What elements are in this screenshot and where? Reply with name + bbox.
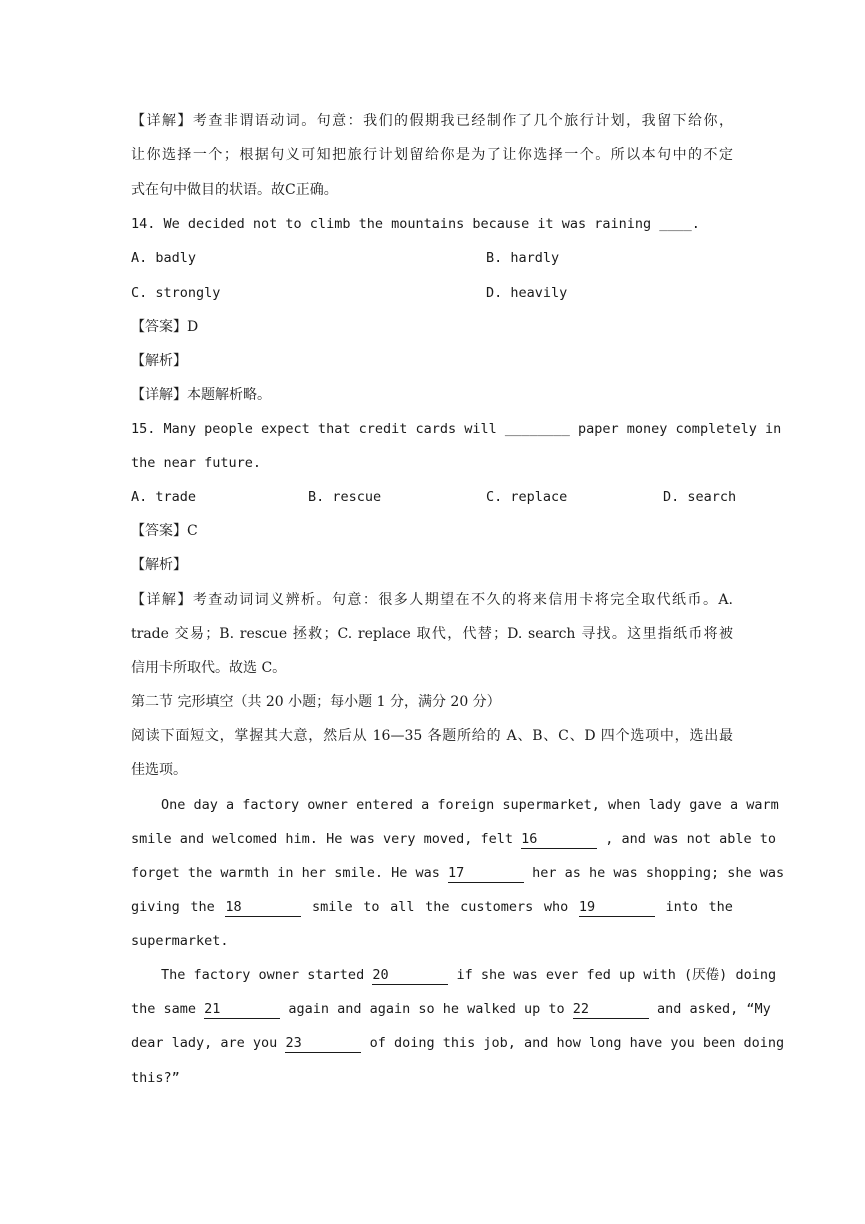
- blank-23[interactable]: 23: [285, 1035, 361, 1053]
- passage-text: of doing this job, and how long have you been doing: [369, 1035, 785, 1051]
- passage-text: and asked, “My: [656, 1001, 771, 1017]
- q13-detail-line-2: 让你选择一个；根据句义可知把旅行计划留给你是为了让你选择一个。所以本句中的不定: [131, 147, 733, 163]
- q15-stem-line-1: 15. Many people expect that credit cards will ________ paper money completely in: [131, 421, 782, 437]
- section-title: 第二节 完形填空（共 20 小题；每小题 1 分，满分 20 分）: [131, 694, 501, 710]
- passage-p1-line-3: [131, 863, 785, 883]
- passage-text: smile and welcomed him. He was very moved, felt: [131, 831, 514, 847]
- passage-p1-line-2: [131, 829, 776, 849]
- passage-text: smile to all the customers who: [311, 899, 569, 915]
- blank-16[interactable]: 16: [521, 831, 597, 849]
- passage-p2-line-3: [131, 1033, 785, 1053]
- passage-text: again and again so he walked up to: [288, 1001, 565, 1017]
- blank-17[interactable]: 17: [448, 865, 524, 883]
- q14-stem: 14. We decided not to climb the mountains because it was raining ____.: [131, 216, 700, 232]
- passage-text: into the: [665, 899, 733, 915]
- blank-22[interactable]: 22: [573, 1001, 649, 1019]
- q15-option-c: C. replace: [486, 489, 568, 505]
- passage-text: her as he was shopping; she was: [532, 865, 785, 881]
- passage-text: the same: [131, 1001, 197, 1017]
- q15-option-a: A. trade: [131, 489, 197, 505]
- q15-option-d: D. search: [663, 489, 737, 505]
- passage-p1-line-4: [131, 897, 733, 917]
- q14-detail: 【详解】本题解析略。: [131, 387, 271, 403]
- q15-option-b: B. rescue: [308, 489, 382, 505]
- q14-option-b: B. hardly: [486, 250, 560, 266]
- passage-p2-line-4: this?”: [131, 1070, 180, 1086]
- section-instruction-line-1: 阅读下面短文，掌握其大意，然后从 16—35 各题所给的 A、B、C、D 四个选项中，选出最: [131, 728, 733, 744]
- q14-option-c: C. strongly: [131, 285, 221, 301]
- q15-analysis-title: 【解析】: [131, 557, 187, 573]
- passage-p2-line-2: [131, 999, 771, 1019]
- passage-text: giving the: [131, 899, 215, 915]
- section-instruction-line-2: 佳选项。: [131, 762, 187, 778]
- q14-option-d: D. heavily: [486, 285, 568, 301]
- passage-p1-line-5: supermarket.: [131, 933, 229, 949]
- passage-text: , and was not able to: [605, 831, 776, 847]
- passage-p2-line-1: [161, 965, 777, 985]
- q15-stem-line-2: the near future.: [131, 455, 262, 471]
- blank-21[interactable]: 21: [204, 1001, 280, 1019]
- passage-text: dear lady, are you: [131, 1035, 278, 1051]
- q15-answer: 【答案】C: [131, 523, 198, 539]
- q13-detail-line-3: 式在句中做目的状语。故C正确。: [131, 182, 338, 198]
- q15-detail-line-1: 【详解】考查动词词义辨析。句意：很多人期望在不久的将来信用卡将完全取代纸币。A.: [131, 592, 733, 608]
- q14-option-a: A. badly: [131, 250, 197, 266]
- passage-text: if she was ever fed up with (厌倦) doing: [456, 967, 777, 983]
- q15-detail-line-2: trade 交易；B. rescue 拯救；C. replace 取代，代替；D. search 寻找。这里指纸币将被: [131, 626, 733, 642]
- blank-18[interactable]: 18: [225, 899, 301, 917]
- blank-19[interactable]: 19: [579, 899, 655, 917]
- q14-answer: 【答案】D: [131, 319, 199, 335]
- passage-text: forget the warmth in her smile. He was: [131, 865, 440, 881]
- passage-p1-line-1: One day a factory owner entered a foreign supermarket, when lady gave a warm: [161, 797, 779, 813]
- passage-text: The factory owner started: [161, 967, 365, 983]
- blank-20[interactable]: 20: [372, 967, 448, 985]
- q13-detail-line-1: 【详解】考查非谓语动词。句意：我们的假期我已经制作了几个旅行计划，我留下给你，: [131, 113, 733, 129]
- q15-detail-line-3: 信用卡所取代。故选 C。: [131, 660, 287, 676]
- q14-analysis-title: 【解析】: [131, 353, 187, 369]
